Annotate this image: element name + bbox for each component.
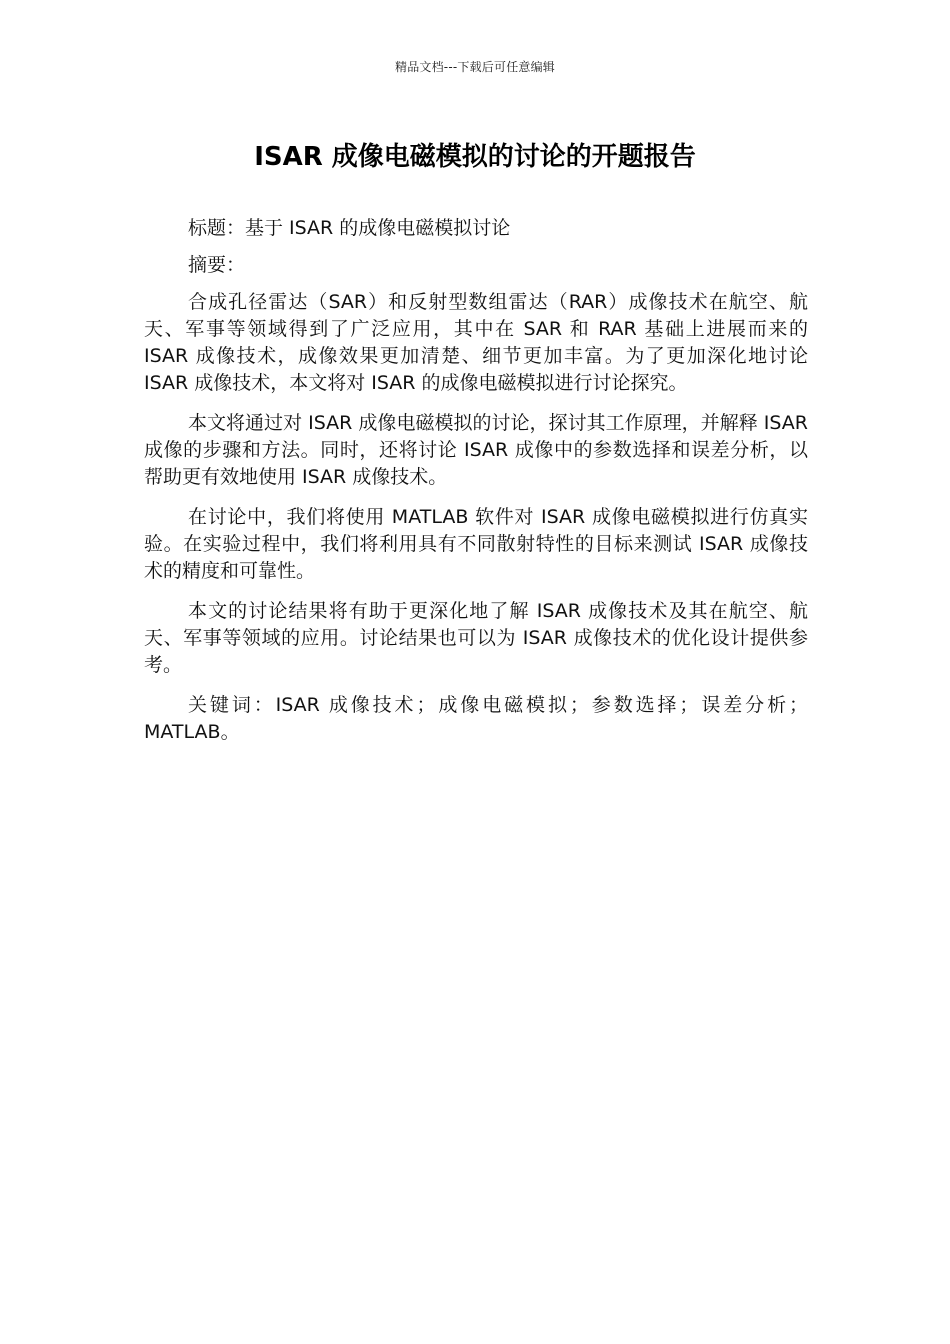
body-paragraph-3: 在讨论中，我们将使用 MATLAB 软件对 ISAR 成像电磁模拟进行仿真实验。在实验过程中，我们将利用具有不同散射特性的目标来测试 ISAR 成像技术的精度和可靠性。: [144, 506, 808, 582]
document-title: ISAR 成像电磁模拟的讨论的开题报告: [254, 142, 696, 172]
keywords-line: 关键词：ISAR 成像技术；成像电磁模拟；参数选择；误差分析；MATLAB。: [144, 694, 808, 743]
body-paragraph-4: 本文的讨论结果将有助于更深化地了解 ISAR 成像技术及其在航空、航天、军事等领域的应用。讨论结果也可以为 ISAR 成像技术的优化设计提供参考。: [144, 600, 808, 676]
abstract-label: 摘要：: [188, 254, 246, 276]
body-paragraph-1: 合成孔径雷达（SAR）和反射型数组雷达（RAR）成像技术在航空、航天、军事等领域得到了广泛应用，其中在 SAR 和 RAR 基础上进展而来的 ISAR 成像技术，成像效果更加清楚、细节更加丰富。为了更加深化地讨论 ISAR 成像技术，本文将对 ISAR 的成像电磁模拟进行讨论探究。: [144, 291, 808, 394]
subject-line: 标题：基于 ISAR 的成像电磁模拟讨论: [188, 217, 511, 239]
document-body: [144, 215, 808, 759]
header-note: 精品文档---下载后可任意编辑: [395, 60, 555, 74]
body-paragraph-2: 本文将通过对 ISAR 成像电磁模拟的讨论，探讨其工作原理，并解释 ISAR 成像的步骤和方法。同时，还将讨论 ISAR 成像中的参数选择和误差分析，以帮助更有效地使用 ISAR 成像技术。: [144, 412, 808, 488]
